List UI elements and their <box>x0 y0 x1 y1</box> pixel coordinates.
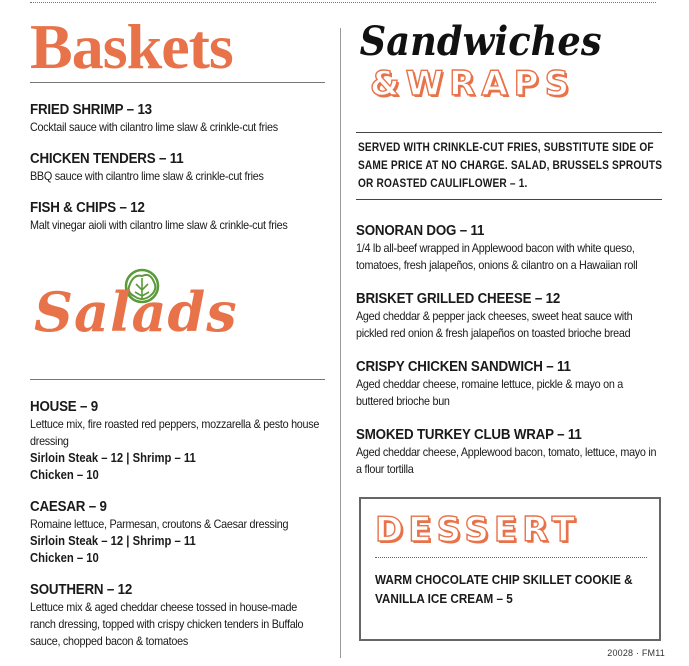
salads-header <box>30 250 325 380</box>
baskets-rule <box>30 82 325 83</box>
menu-item-caesar-salad <box>30 498 325 567</box>
item-name: HOUSE – 9 <box>30 399 99 415</box>
top-dotted-rule <box>30 2 656 3</box>
item-name: CHICKEN TENDERS – 11 <box>30 151 184 167</box>
item-description: Aged cheddar & pepper jack cheeses, sweet heat sauce with pickled red onion & fresh jalapeños on toasted brioche bread <box>356 309 633 340</box>
right-column <box>356 14 662 478</box>
item-description: 1/4 lb all-beef wrapped in Applewood bacon with white queso, tomatoes, fresh jalapeños, onions & cilantro on a Hawaiian roll <box>356 241 638 272</box>
dessert-item: WARM CHOCOLATE CHIP SKILLET COOKIE & VANILLA ICE CREAM – 5 <box>375 572 633 606</box>
item-name: SONORAN DOG – 11 <box>356 223 485 239</box>
item-addons: Chicken – 10 <box>30 551 99 565</box>
menu-item-house-salad <box>30 398 325 484</box>
item-description: BBQ sauce with cilantro lime slaw & crinkle-cut fries <box>30 169 264 183</box>
footer-code: 20028 · FM11 <box>607 648 665 658</box>
menu-item-crispy-chicken-sandwich <box>356 358 662 410</box>
item-name: CAESAR – 9 <box>30 499 107 515</box>
menu-item-southern-salad <box>30 581 325 650</box>
item-description: Aged cheddar cheese, romaine lettuce, pickle & mayo on a buttered brioche bun <box>356 377 624 408</box>
sides-note-text: SERVED WITH CRINKLE-CUT FRIES, SUBSTITUTE SIDE OF SAME PRICE AT NO CHARGE. SALAD, BRUSSELS SPROUTS OR ROASTED CAULIFLOWER – 1. <box>358 142 663 190</box>
item-description: Lettuce mix & aged cheddar cheese tossed in house-made ranch dressing, topped with crispy chicken tenders in Buffalo sauce, chopped bacon & tomatoes <box>30 600 304 648</box>
menu-item-smoked-turkey-club-wrap <box>356 426 662 478</box>
item-name: FRIED SHRIMP – 13 <box>30 102 152 118</box>
menu-item-fish-chips <box>30 199 325 234</box>
wraps-heading: &WRAPS <box>370 64 576 104</box>
baskets-heading: Baskets <box>30 11 233 82</box>
item-description: Cocktail sauce with cilantro lime slaw & crinkle-cut fries <box>30 120 278 134</box>
item-name: FISH & CHIPS – 12 <box>30 200 145 216</box>
item-description: Lettuce mix, fire roasted red peppers, mozzarella & pesto house dressing <box>30 417 320 448</box>
item-description: Aged cheddar cheese, Applewood bacon, tomato, lettuce, mayo in a flour tortilla <box>356 445 657 476</box>
menu-item-sonoran-dog <box>356 222 662 274</box>
salads-rule <box>30 379 325 380</box>
item-addons: Sirloin Steak – 12 | Shrimp – 11 <box>30 534 196 548</box>
item-addons: Chicken – 10 <box>30 468 99 482</box>
item-name: BRISKET GRILLED CHEESE – 12 <box>356 291 561 307</box>
item-name: CRISPY CHICKEN SANDWICH – 11 <box>356 359 571 375</box>
item-addons: Sirloin Steak – 12 | Shrimp – 11 <box>30 451 196 465</box>
item-description: Romaine lettuce, Parmesan, croutons & Caesar dressing <box>30 517 289 531</box>
dessert-heading: DESSERT <box>375 510 580 550</box>
sides-note <box>356 132 662 200</box>
menu-item-brisket-grilled-cheese <box>356 290 662 342</box>
dessert-box <box>359 497 661 641</box>
sandwiches-heading: Sandwiches <box>359 18 602 65</box>
item-name: SOUTHERN – 12 <box>30 582 133 598</box>
menu-item-chicken-tenders <box>30 150 325 185</box>
item-name: SMOKED TURKEY CLUB WRAP – 11 <box>356 427 582 443</box>
salads-heading: Salads <box>34 280 238 344</box>
menu-item-fried-shrimp <box>30 101 325 136</box>
item-description: Malt vinegar aioli with cilantro lime slaw & crinkle-cut fries <box>30 218 288 232</box>
left-column <box>30 11 325 650</box>
column-divider <box>340 28 341 658</box>
